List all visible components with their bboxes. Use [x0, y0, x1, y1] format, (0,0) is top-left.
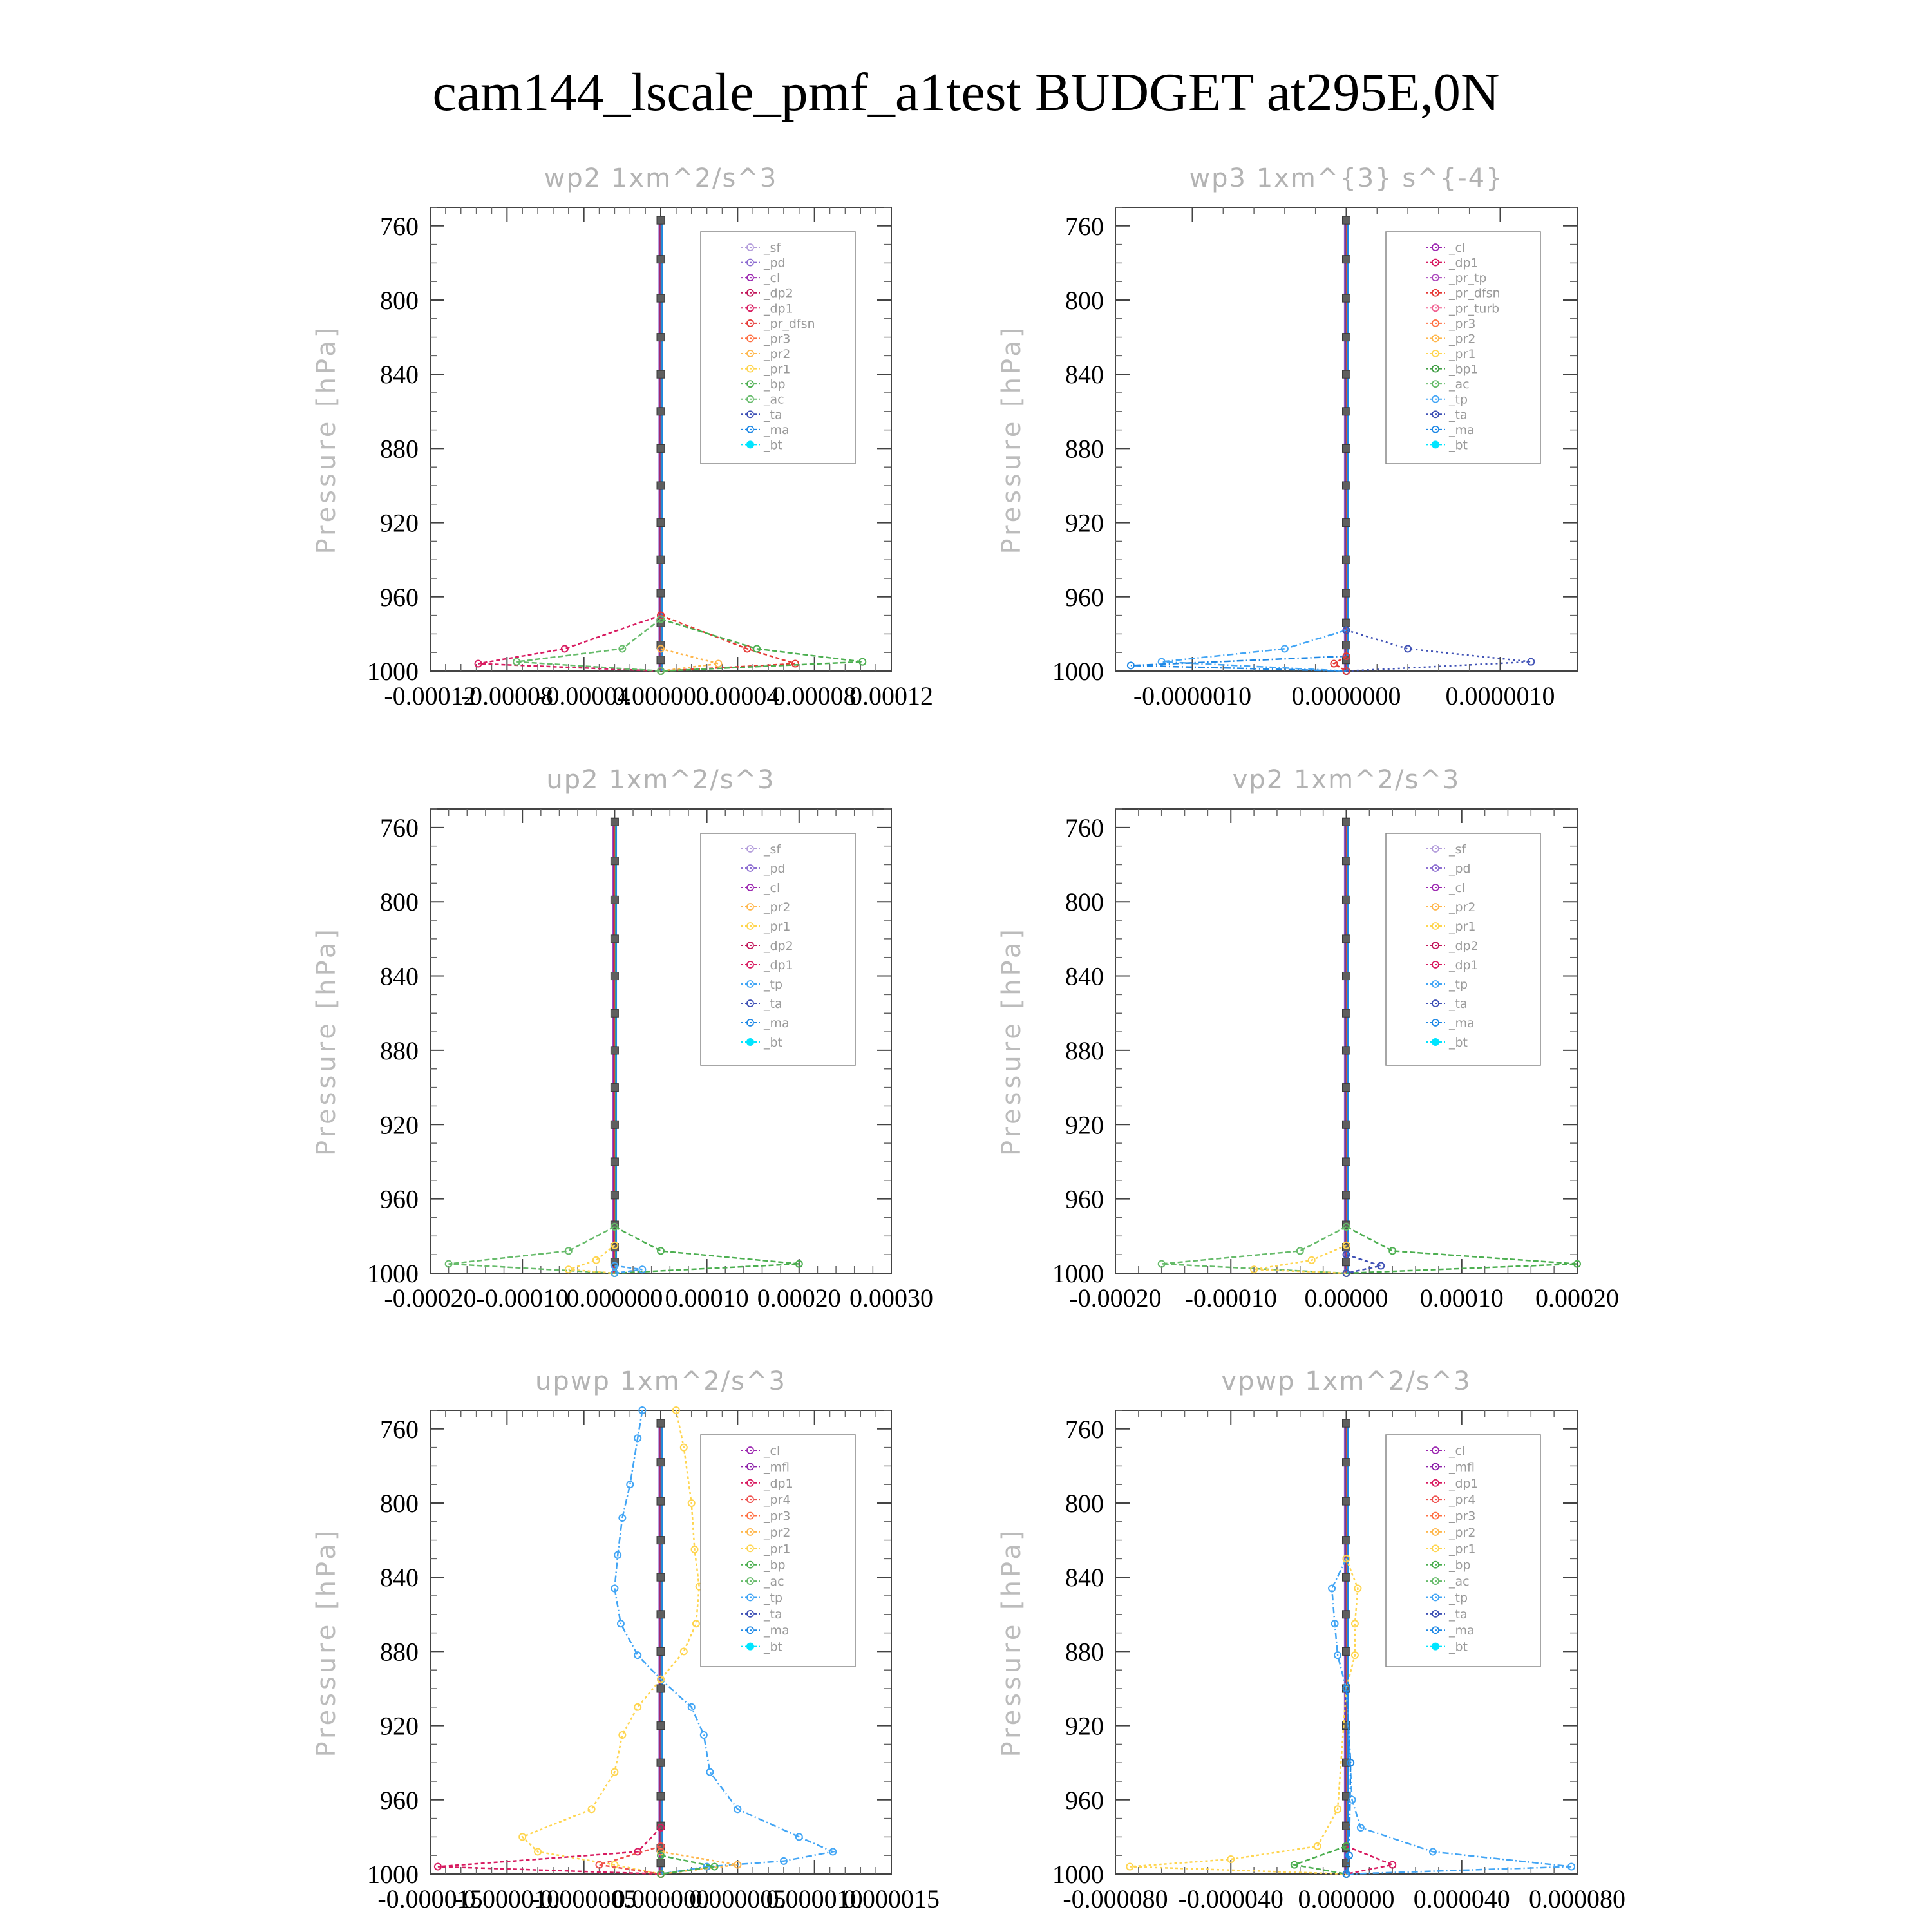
- y-tick-label: 1000: [367, 657, 419, 686]
- y-tick-label: 960: [380, 582, 419, 612]
- legend-label: _dp1: [1449, 958, 1479, 972]
- legend-marker: [746, 1643, 754, 1651]
- level-marker: [657, 1792, 665, 1800]
- legend-label: _bp: [764, 1558, 786, 1573]
- series-line-bp: [1294, 1846, 1347, 1874]
- legend-label: _bt: [1449, 438, 1468, 453]
- legend-label: _ma: [764, 422, 790, 437]
- level-marker: [1343, 1611, 1350, 1618]
- y-axis-label: Pressure [hPa]: [312, 926, 341, 1156]
- series-point-tp: [634, 1652, 641, 1658]
- x-tick-label: 0.0000010: [1445, 681, 1555, 710]
- level-marker: [657, 1573, 665, 1581]
- y-tick-label: 800: [380, 286, 419, 315]
- series-line-dp1: [478, 616, 661, 671]
- x-tick-label: 0.000005: [689, 1884, 786, 1913]
- legend-label: _pr4: [764, 1493, 791, 1508]
- level-marker: [657, 1647, 665, 1655]
- level-marker: [657, 1419, 665, 1427]
- y-tick-label: 920: [380, 1711, 419, 1741]
- legend-label: _tp: [764, 1591, 783, 1605]
- level-marker: [1343, 1537, 1350, 1544]
- level-marker: [1343, 935, 1350, 943]
- level-marker: [657, 370, 665, 378]
- level-marker: [1343, 1647, 1350, 1655]
- panel-title: wp3 1xm^{3} s^{-4}: [1189, 164, 1504, 193]
- legend-marker: [746, 1038, 754, 1046]
- y-tick-label: 920: [380, 1110, 419, 1140]
- level-marker: [1343, 1009, 1350, 1017]
- legend-label: _bt: [764, 1036, 783, 1050]
- series-point-pr1: [589, 1806, 595, 1812]
- y-tick-label: 960: [1065, 1785, 1104, 1815]
- legend-label: _mfl: [1449, 1460, 1475, 1475]
- level-marker: [657, 216, 665, 224]
- level-marker: [1343, 1419, 1350, 1427]
- legend-label: _ac: [764, 1575, 784, 1589]
- y-tick-label: 760: [1065, 1414, 1104, 1444]
- legend-label: _ac: [764, 392, 784, 407]
- legend-label: _pr2: [1449, 332, 1476, 346]
- level-marker: [1343, 896, 1350, 904]
- legend-label: _pr2: [1449, 1525, 1476, 1540]
- level-marker: [657, 1537, 665, 1544]
- legend-marker: [1432, 1038, 1439, 1046]
- x-tick-label: 0.00010: [1419, 1283, 1504, 1312]
- y-tick-label: 920: [1065, 1711, 1104, 1741]
- legend-label: _dp1: [1449, 256, 1479, 270]
- level-marker: [611, 1191, 618, 1199]
- x-tick-label: 0.000080: [1529, 1884, 1625, 1913]
- series-point-pr1: [681, 1648, 687, 1654]
- legend-label: _pr1: [764, 362, 791, 377]
- x-tick-label: 0.00020: [757, 1283, 841, 1312]
- y-tick-label: 880: [380, 1637, 419, 1667]
- legend-label: _pr2: [1449, 900, 1476, 914]
- level-marker: [611, 1084, 618, 1092]
- level-marker: [657, 1859, 665, 1867]
- legend-label: _pr_tp: [1449, 271, 1487, 286]
- legend-label: _ta: [764, 997, 782, 1011]
- x-tick-label: 0.00030: [849, 1283, 933, 1312]
- level-marker: [1343, 256, 1350, 263]
- level-marker: [1343, 1258, 1350, 1266]
- legend-label: _pr_turb: [1449, 301, 1500, 316]
- y-tick-label: 960: [1065, 582, 1104, 612]
- legend-label: _tp: [1449, 1591, 1468, 1605]
- x-tick-label: -0.00010: [1184, 1283, 1277, 1312]
- series-line-pr_dfsn: [661, 616, 795, 671]
- level-marker: [657, 589, 665, 597]
- series-line-dp1: [449, 1227, 615, 1273]
- x-tick-label: -0.00012: [384, 681, 477, 710]
- level-marker: [1343, 619, 1350, 627]
- legend-label: _dp2: [1449, 939, 1479, 953]
- y-axis-label: Pressure [hPa]: [997, 926, 1027, 1156]
- x-tick-label: -0.000005: [531, 1884, 637, 1913]
- legend-label: _ac: [1449, 1575, 1470, 1589]
- x-tick-label: -0.00020: [1069, 1283, 1162, 1312]
- legend-label: _pr3: [1449, 316, 1476, 331]
- legend-label: _ma: [764, 1624, 790, 1638]
- legend-label: _pr2: [764, 1525, 791, 1540]
- y-tick-label: 800: [380, 1489, 419, 1518]
- legend-marker: [746, 440, 754, 448]
- level-marker: [1343, 818, 1350, 826]
- level-marker: [1343, 444, 1350, 452]
- legend-label: _tp: [764, 978, 783, 992]
- y-tick-label: 800: [1065, 286, 1104, 315]
- y-tick-label: 760: [1065, 813, 1104, 842]
- y-tick-label: 760: [380, 1414, 419, 1444]
- legend-label: _ta: [764, 408, 782, 422]
- x-tick-label: 0.000010: [766, 1884, 863, 1913]
- y-tick-label: 880: [1065, 1637, 1104, 1667]
- legend-label: _pr2: [764, 347, 791, 361]
- legend-label: _ma: [1449, 1016, 1475, 1030]
- legend-label: _tp: [1449, 392, 1468, 407]
- series-line-dp1: [1347, 1846, 1393, 1874]
- level-marker: [1343, 370, 1350, 378]
- legend-label: _dp1: [764, 1476, 793, 1491]
- legend-label: _dp1: [764, 958, 793, 972]
- y-tick-label: 1000: [1052, 1259, 1104, 1288]
- y-tick-label: 920: [1065, 1110, 1104, 1140]
- x-tick-label: -0.00010: [476, 1283, 569, 1312]
- level-marker: [1343, 482, 1350, 489]
- x-tick-label: 0.000040: [1413, 1884, 1510, 1913]
- level-marker: [657, 1611, 665, 1618]
- y-tick-label: 800: [380, 887, 419, 917]
- level-marker: [657, 408, 665, 415]
- level-marker: [657, 1759, 665, 1766]
- level-marker: [1343, 519, 1350, 527]
- series-line-pr1: [1130, 1558, 1358, 1874]
- legend-label: _pr1: [1449, 1542, 1476, 1557]
- level-marker: [1343, 1191, 1350, 1199]
- y-tick-label: 840: [1065, 360, 1104, 390]
- legend-label: _bt: [764, 1640, 783, 1654]
- legend-label: _ac: [1449, 377, 1470, 392]
- x-tick-label: -0.000080: [1063, 1884, 1168, 1913]
- level-marker: [1343, 294, 1350, 302]
- legend-label: _ta: [1449, 408, 1468, 422]
- y-axis-label: Pressure [hPa]: [312, 1527, 341, 1757]
- legend-label: _pr_dfsn: [1449, 286, 1501, 301]
- x-tick-label: -0.00020: [384, 1283, 477, 1312]
- legend-label: _dp1: [1449, 1476, 1479, 1491]
- legend-label: _bp: [764, 377, 786, 392]
- panel-3: [312, 765, 933, 1312]
- legend-label: _cl: [764, 1444, 781, 1458]
- y-tick-label: 840: [380, 1563, 419, 1593]
- x-tick-label: 0.00004: [696, 681, 780, 710]
- series-line-pr1: [522, 1410, 699, 1874]
- y-tick-label: 880: [1065, 1036, 1104, 1065]
- y-tick-label: 880: [380, 434, 419, 464]
- level-marker: [657, 1722, 665, 1730]
- panel-title: upwp 1xm^2/s^3: [535, 1367, 786, 1396]
- x-tick-label: 0.000000: [612, 681, 709, 710]
- legend-label: _pd: [764, 862, 786, 876]
- level-marker: [1343, 972, 1350, 980]
- legend-label: _dp1: [764, 301, 793, 316]
- level-marker: [657, 294, 665, 302]
- y-tick-label: 960: [380, 1785, 419, 1815]
- level-marker: [611, 1158, 618, 1166]
- level-marker: [657, 334, 665, 341]
- legend-label: _cl: [764, 271, 781, 286]
- series-line-ta: [1347, 1255, 1381, 1273]
- legend-label: _cl: [1449, 241, 1466, 255]
- legend-label: _ma: [1449, 422, 1475, 437]
- legend-marker: [1432, 440, 1439, 448]
- legend-label: _pr1: [764, 920, 791, 934]
- y-axis-label: Pressure [hPa]: [997, 324, 1027, 554]
- legend-label: _ma: [764, 1016, 790, 1030]
- y-tick-label: 840: [1065, 1563, 1104, 1593]
- level-marker: [657, 482, 665, 489]
- legend-label: _cl: [1449, 1444, 1466, 1458]
- y-tick-label: 1000: [1052, 657, 1104, 686]
- legend-label: _pr3: [764, 1509, 791, 1524]
- y-axis-label: Pressure [hPa]: [312, 324, 341, 554]
- level-marker: [1343, 408, 1350, 415]
- y-tick-label: 960: [1065, 1184, 1104, 1214]
- panel-2: [997, 164, 1577, 710]
- y-tick-label: 840: [1065, 961, 1104, 991]
- series-point-pr1: [1314, 1843, 1321, 1850]
- y-tick-label: 760: [380, 211, 419, 241]
- x-tick-label: 0.000015: [843, 1884, 940, 1913]
- panel-5: [312, 1367, 940, 1913]
- panel-title: up2 1xm^2/s^3: [546, 765, 775, 795]
- level-marker: [1343, 589, 1350, 597]
- legend-label: _dp2: [764, 939, 793, 953]
- level-marker: [1343, 334, 1350, 341]
- level-marker: [1343, 1158, 1350, 1166]
- legend-label: _pr4: [1449, 1493, 1476, 1508]
- y-tick-label: 1000: [367, 1259, 419, 1288]
- level-marker: [657, 1685, 665, 1692]
- x-tick-label: -0.0000010: [1133, 681, 1252, 710]
- y-tick-label: 1000: [367, 1860, 419, 1889]
- series-line-ac: [516, 619, 661, 671]
- legend-label: _mfl: [764, 1460, 790, 1475]
- level-marker: [657, 256, 665, 263]
- y-tick-label: 880: [380, 1036, 419, 1065]
- series-line-pr1: [569, 1245, 615, 1273]
- level-marker: [1343, 556, 1350, 564]
- panel-title: wp2 1xm^2/s^3: [544, 164, 778, 193]
- y-axis-label: Pressure [hPa]: [997, 1527, 1027, 1757]
- legend-label: _pd: [1449, 862, 1471, 876]
- panel-1: [312, 164, 933, 710]
- level-marker: [657, 519, 665, 527]
- y-tick-label: 880: [1065, 434, 1104, 464]
- level-marker: [1343, 1497, 1350, 1505]
- legend-label: _ta: [1449, 997, 1468, 1011]
- x-tick-label: 0.0000000: [1291, 681, 1401, 710]
- legend-label: _tp: [1449, 978, 1468, 992]
- level-marker: [611, 1046, 618, 1054]
- level-marker: [657, 556, 665, 564]
- panel-title: vpwp 1xm^2/s^3: [1221, 1367, 1472, 1396]
- legend-label: _pr2: [764, 900, 791, 914]
- level-marker: [657, 1497, 665, 1505]
- x-tick-label: 0.000000: [1298, 1884, 1395, 1913]
- y-tick-label: 840: [380, 961, 419, 991]
- x-tick-label: -0.00008: [460, 681, 553, 710]
- legend-label: _cl: [1449, 881, 1466, 895]
- y-tick-label: 1000: [1052, 1860, 1104, 1889]
- level-marker: [611, 1009, 618, 1017]
- legend-label: _pr_dfsn: [764, 316, 815, 331]
- x-tick-label: -0.000010: [454, 1884, 560, 1913]
- legend-label: _pr3: [1449, 1509, 1476, 1524]
- legend-marker: [1432, 1643, 1439, 1651]
- legend-label: _cl: [764, 881, 781, 895]
- y-tick-label: 800: [1065, 887, 1104, 917]
- level-marker: [1343, 1573, 1350, 1581]
- level-marker: [657, 656, 665, 664]
- x-tick-label: 0.00010: [665, 1283, 749, 1312]
- legend-label: _ta: [1449, 1607, 1468, 1622]
- legend-label: _pr1: [1449, 920, 1476, 934]
- x-tick-label: 0.000000: [612, 1884, 709, 1913]
- legend-label: _bp: [1449, 1558, 1471, 1573]
- level-marker: [611, 857, 618, 865]
- panel-4: [997, 765, 1619, 1312]
- level-marker: [1343, 1084, 1350, 1092]
- level-marker: [1343, 1121, 1350, 1128]
- legend-label: _sf: [764, 241, 781, 255]
- legend-label: _sf: [1449, 842, 1466, 857]
- y-tick-label: 760: [380, 813, 419, 842]
- level-marker: [1343, 1046, 1350, 1054]
- legend-label: _pr1: [764, 1542, 791, 1557]
- y-tick-label: 960: [380, 1184, 419, 1214]
- y-tick-label: 760: [1065, 211, 1104, 241]
- legend-label: _dp2: [764, 286, 793, 301]
- x-tick-label: 0.000000: [566, 1283, 663, 1312]
- level-marker: [1343, 641, 1350, 649]
- x-tick-label: 0.00012: [849, 681, 933, 710]
- series-line-dp1: [438, 1828, 661, 1874]
- level-marker: [611, 818, 618, 826]
- legend-label: _pr1: [1449, 347, 1476, 361]
- x-tick-label: -0.000040: [1178, 1884, 1283, 1913]
- legend-label: _sf: [764, 842, 781, 857]
- legend-label: _pr3: [764, 332, 791, 346]
- level-marker: [611, 935, 618, 943]
- y-tick-label: 920: [1065, 508, 1104, 538]
- y-tick-label: 800: [1065, 1489, 1104, 1518]
- level-marker: [1343, 216, 1350, 224]
- level-marker: [1343, 857, 1350, 865]
- series-point-pr1: [634, 1704, 641, 1710]
- legend-label: _bp1: [1449, 362, 1479, 377]
- x-tick-label: 0.00020: [1535, 1283, 1619, 1312]
- x-tick-label: -0.00004: [538, 681, 630, 710]
- y-tick-label: 920: [380, 508, 419, 538]
- x-tick-label: 0.00000: [1304, 1283, 1388, 1312]
- legend-label: _ma: [1449, 1624, 1475, 1638]
- x-tick-label: 0.00008: [772, 681, 857, 710]
- y-tick-label: 840: [380, 360, 419, 390]
- legend-label: _bt: [1449, 1640, 1468, 1654]
- figure-title: cam144_lscale_pmf_a1test BUDGET at295E,0N: [432, 62, 1500, 122]
- legend-label: _pd: [764, 256, 786, 270]
- panel-6: [997, 1367, 1625, 1913]
- level-marker: [657, 444, 665, 452]
- level-marker: [657, 1459, 665, 1466]
- level-marker: [1343, 1459, 1350, 1466]
- legend-label: _ta: [764, 1607, 782, 1622]
- level-marker: [611, 1121, 618, 1128]
- level-marker: [611, 896, 618, 904]
- panel-title: vp2 1xm^2/s^3: [1232, 765, 1461, 795]
- legend-label: _bt: [764, 438, 783, 453]
- level-marker: [611, 972, 618, 980]
- legend-label: _bt: [1449, 1036, 1468, 1050]
- x-tick-label: -0.000015: [377, 1884, 483, 1913]
